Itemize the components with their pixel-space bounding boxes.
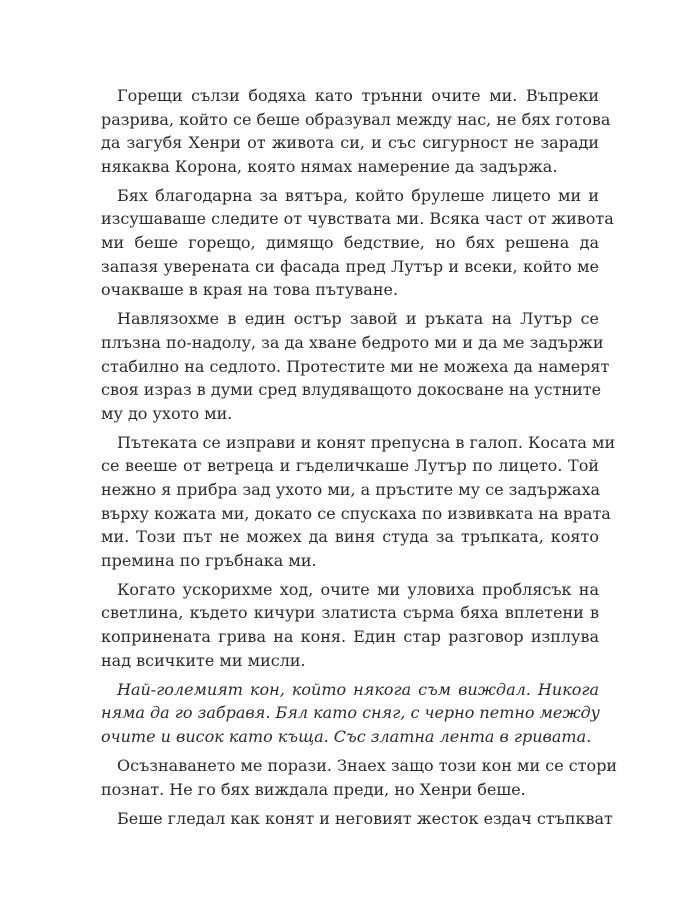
- italic-quote-paragraph: [101, 678, 599, 749]
- text-line: да загубя Хенри от живота си, и със сигурност не заради: [101, 133, 599, 153]
- text-line: ми беше горещо, димящо бедствие, но бях решена да: [101, 233, 599, 253]
- text-line: запазя уверената си фасада пред Лутър и всеки, който ме: [101, 256, 599, 276]
- text-line: ми. Този път не можех да виня студа за тръпката, която: [101, 527, 599, 547]
- text-line: познат. Не го бях виждала преди, но Хенри беше.: [101, 779, 526, 799]
- body-paragraph: [101, 184, 614, 302]
- text-line: върху кожата ми, докато се спускаха по извивката на врата: [101, 503, 611, 523]
- text-line: Осъзнаването ме порази. Знаех защо този кон ми се стори: [117, 756, 618, 776]
- text-line: Най-големият кон, който някога съм виждал. Никога: [117, 679, 599, 699]
- text-line: очакваше в края на това пътуване.: [101, 280, 399, 300]
- text-line: някаква Корона, която нямах намерение да задържа.: [101, 156, 558, 176]
- body-paragraph: [101, 307, 610, 425]
- text-line: над всичките ми мисли.: [101, 650, 306, 670]
- text-line: няма да го забравя. Бял като сняг, с черно петно между: [101, 703, 600, 723]
- body-paragraph: [101, 431, 616, 573]
- text-line: Горещи сълзи бодяха като трънни очите ми. Въпреки: [117, 86, 599, 105]
- text-line: Когато ускорихме ход, очите ми уловиха проблясък на: [117, 579, 599, 599]
- text-line: Беше гледал как конят и неговият жесток ездач стъпкват: [117, 808, 613, 828]
- body-paragraph: [101, 754, 618, 801]
- text-line: очите и висок като къща. Със златна лента в гривата.: [101, 726, 592, 746]
- text-line: нежно я прибра зад ухото ми, а пръстите му се задържаха: [101, 480, 601, 499]
- text-line: разрива, който се беше образувал между нас, не бях готова: [101, 109, 611, 129]
- text-line: Бях благодарна за вятъра, който брулеше лицето ми и: [117, 185, 599, 205]
- text-line: изсушаваше следите от чувствата ми. Всяка част от живота: [101, 209, 614, 229]
- text-line: светлина, където кичури златиста сърма бяха вплетени в: [101, 603, 599, 623]
- text-line: Навлязохме в един остър завой и ръката на Лутър се: [117, 309, 599, 329]
- body-paragraph: [101, 807, 613, 831]
- text-line: премина по гръбнака ми.: [101, 550, 317, 570]
- text-line: стабилно на седлото. Протестите ми не можеха да намерят: [101, 356, 610, 376]
- page-body-text: [101, 84, 618, 836]
- text-line: му до ухото ми.: [101, 403, 233, 423]
- body-paragraph: [101, 578, 599, 672]
- body-paragraph: [101, 84, 611, 178]
- text-line: се вееше от ветреца и гъделичкаше Лутър по лицето. Той: [101, 456, 599, 476]
- text-line: своя израз в думи сред влудяващото докосване на устните: [101, 380, 602, 400]
- text-line: копринената грива на коня. Един стар разговор изплува: [101, 627, 599, 647]
- text-line: плъзна по-надолу, за да хване бедрото ми и да ме задържи: [101, 332, 604, 352]
- text-line: Пътеката се изправи и конят препусна в галоп. Косата ми: [117, 432, 616, 452]
